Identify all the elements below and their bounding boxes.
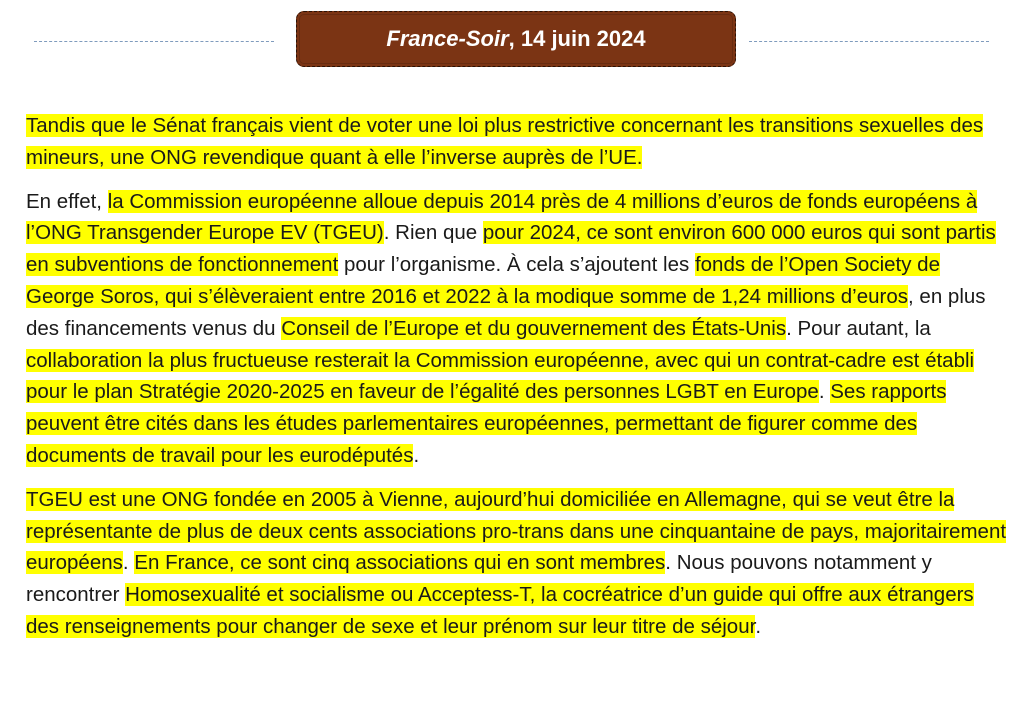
body-text: . bbox=[755, 614, 762, 638]
body-text: . bbox=[818, 380, 831, 404]
highlighted-text: Tandis que le Sénat français vient de voter une loi plus restrictive concernant les transitions sexuelles des mineurs, une ONG revendique quant à elle l’inverse auprès de l’UE. bbox=[26, 114, 984, 169]
highlighted-text: Ses rapports peuvent être cités dans les études parlementaires européennes, permettant de figurer comme des documents de travail pour les eurodéputés bbox=[26, 380, 947, 467]
publication-date: , 14 juin 2024 bbox=[508, 26, 646, 51]
highlighted-text: Conseil de l’Europe et du gouvernement des États-Unis bbox=[281, 316, 787, 340]
body-text: . Nous pouvons notamment y rencontrer bbox=[26, 551, 932, 607]
article-body bbox=[26, 110, 1011, 655]
article-paragraph bbox=[26, 186, 1011, 472]
source-badge bbox=[296, 11, 736, 67]
body-text: . Rien que bbox=[383, 221, 483, 245]
highlighted-text: TGEU est une ONG fondée en 2005 à Vienne, aujourd’hui domiciliée en Allemagne, qui se veut être la représentante de plus de deux cents associations pro-trans dans une cinquantaine de pays, majoritairement européens bbox=[26, 487, 1007, 575]
article-header bbox=[0, 10, 1023, 70]
highlighted-text: collaboration la plus fructueuse resterait la Commission européenne, avec qui un contrat-cadre est établi pour le plan Stratégie 2020-2025 en faveur de l’égalité des personnes LGBT en Europe bbox=[26, 348, 975, 404]
article-paragraph bbox=[26, 110, 1011, 174]
highlighted-text: fonds de l’Open Society de George Soros, qui s’élèveraient entre 2016 et 2022 à la modique somme de 1,24 millions d’euros bbox=[26, 253, 940, 308]
body-text: . bbox=[122, 551, 135, 575]
left-divider-line bbox=[34, 41, 274, 42]
body-text: . Pour autant, la bbox=[786, 316, 931, 340]
highlighted-text: la Commission européenne alloue depuis 2014 près de 4 millions d’euros de fonds européens à l’ONG Transgender Europe EV (TGEU) bbox=[26, 189, 978, 245]
body-text: . bbox=[413, 443, 420, 467]
highlighted-text: Homosexualité et socialisme ou Acceptess-T, la cocréatrice d’un guide qui offre aux étrangers des renseignements pour changer de sexe et leur prénom sur leur titre de séjour bbox=[26, 583, 974, 638]
highlighted-text: pour 2024, ce sont environ 600 000 euros qui sont partis en subventions de fonctionnement bbox=[26, 221, 996, 277]
publication-name: France-Soir bbox=[386, 26, 509, 51]
article-paragraph bbox=[26, 484, 1011, 643]
body-text: En effet, bbox=[26, 189, 108, 213]
highlighted-text: En France, ce sont cinq associations qui en sont membres bbox=[134, 551, 666, 575]
right-divider-line bbox=[749, 41, 989, 42]
body-text: , en plus des financements venus du bbox=[26, 284, 986, 340]
body-text: pour l’organisme. À cela s’ajoutent les bbox=[338, 253, 695, 277]
